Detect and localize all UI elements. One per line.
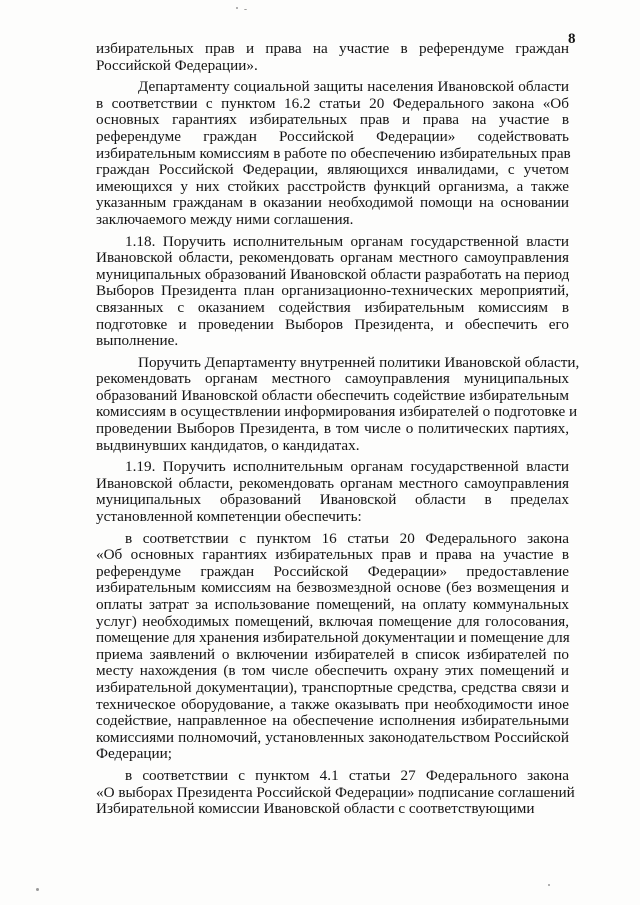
scan-speck: [236, 7, 238, 9]
text-line: в соответствии с пунктом 16.2 статьи 20 Федерального закона «Об: [96, 94, 569, 112]
scan-speck: [244, 9, 247, 10]
text-line: выдвинувших кандидатов, о кандидатах.: [96, 436, 360, 454]
text-line: Избирательной комиссии Ивановской области с соответствующими: [96, 800, 535, 818]
text-line: указанным гражданам в оказании необходимой помощи на основании: [96, 194, 569, 212]
scan-speck: [36, 888, 39, 891]
text-line: избирательным комиссиям на безвозмездной основе (без возмещения и: [96, 579, 569, 597]
text-line: избирательным комиссиям в работе по обеспечению избирательных прав: [96, 144, 571, 162]
text-line: услуг) необходимых помещений, включая помещение для голосования,: [96, 612, 569, 630]
text-line: Ивановской области, рекомендовать органам местного самоуправления: [96, 249, 569, 267]
text-line: Федерации;: [96, 745, 172, 763]
text-line: 1.18. Поручить исполнительным органам государственной власти: [125, 232, 569, 250]
text-line: муниципальных образований Ивановской области разработать на период: [96, 265, 570, 283]
text-line: Российской Федерации».: [96, 56, 258, 74]
text-line: основных гарантиях избирательных прав и права на участие в: [96, 111, 569, 129]
text-line: связанных с оказанием содействия избирательным комиссиям в: [96, 298, 569, 316]
text-line: Выборов Президента план организационно-технических мероприятий,: [96, 282, 569, 300]
text-line: референдуме граждан Российской Федерации» содействовать: [96, 127, 569, 145]
text-line: референдуме граждан Российской Федерации» предоставление: [96, 562, 569, 580]
text-line: в соответствии с пунктом 4.1 статьи 27 Федерального закона: [125, 766, 569, 784]
text-line: избирательной документации), транспортные средства, средства связи и: [96, 678, 569, 696]
text-line: помещение для хранения избирательной документации и помещение для: [96, 629, 570, 647]
text-line: техническое оборудование, а также оказывать при необходимости иное: [96, 695, 569, 713]
text-line: муниципальных образований Ивановской области в пределах: [96, 491, 569, 509]
text-line: заключаемого между ними соглашения.: [96, 210, 354, 228]
text-line: избирательных прав и права на участие в референдуме граждан: [96, 40, 569, 57]
paragraph: [96, 766, 575, 818]
text-line: месту нахождения (в том числе обеспечить охрану этих помещений и: [96, 662, 569, 680]
text-line: выполнение.: [96, 332, 179, 350]
text-line: рекомендовать органам местного самоуправления муниципальных: [96, 370, 569, 388]
text-line: приема заявлений о включении избирателей в список избирателей по: [96, 645, 569, 663]
scan-speck: [548, 884, 550, 886]
text-line: установленной компетенции обеспечить:: [96, 508, 362, 526]
paragraph: [96, 41, 569, 74]
text-line: Ивановской области, рекомендовать органам местного самоуправления: [96, 474, 569, 492]
text-line: «О выборах Президента Российской Федерации» подписание соглашений: [96, 783, 575, 801]
document-body: [96, 40, 580, 823]
text-line: Департаменту социальной защиты населения Ивановской области: [138, 78, 569, 96]
paragraph: [96, 531, 569, 763]
paragraph: [96, 459, 569, 525]
text-line: Поручить Департаменту внутренней политики Ивановской области,: [138, 353, 580, 371]
text-line: комиссиями полномочий, установленных законодательством Российской: [96, 728, 569, 746]
paragraph: [96, 234, 569, 350]
text-line: образований Ивановской области обеспечить содействие избирательным: [96, 386, 569, 404]
text-line: 1.19. Поручить исполнительным органам государственной власти: [125, 458, 569, 476]
text-line: в соответствии с пунктом 16 статьи 20 Федерального закона: [125, 529, 569, 547]
text-line: «Об основных гарантиях избирательных прав и права на участие в: [96, 546, 569, 564]
text-line: комиссиям в осуществлении информирования избирателей о подготовке и: [96, 403, 578, 421]
text-line: содействие, направленное на обеспечение исполнения избирательными: [96, 712, 569, 730]
text-line: оплаты затрат за использование помещений, на оплату коммунальных: [96, 596, 569, 613]
paragraph: [96, 353, 580, 455]
text-line: имеющихся у них стойких расстройств функций организма, а также: [96, 177, 569, 195]
text-line: подготовке и проведении Выборов Президента, и обеспечить его: [96, 315, 569, 333]
text-line: граждан Российской Федерации, являющихся инвалидами, с учетом: [96, 161, 569, 179]
page-number: 8: [568, 31, 576, 47]
paragraph: [96, 79, 569, 228]
text-line: проведении Выборов Президента, в том числе о политических партиях,: [96, 420, 569, 438]
